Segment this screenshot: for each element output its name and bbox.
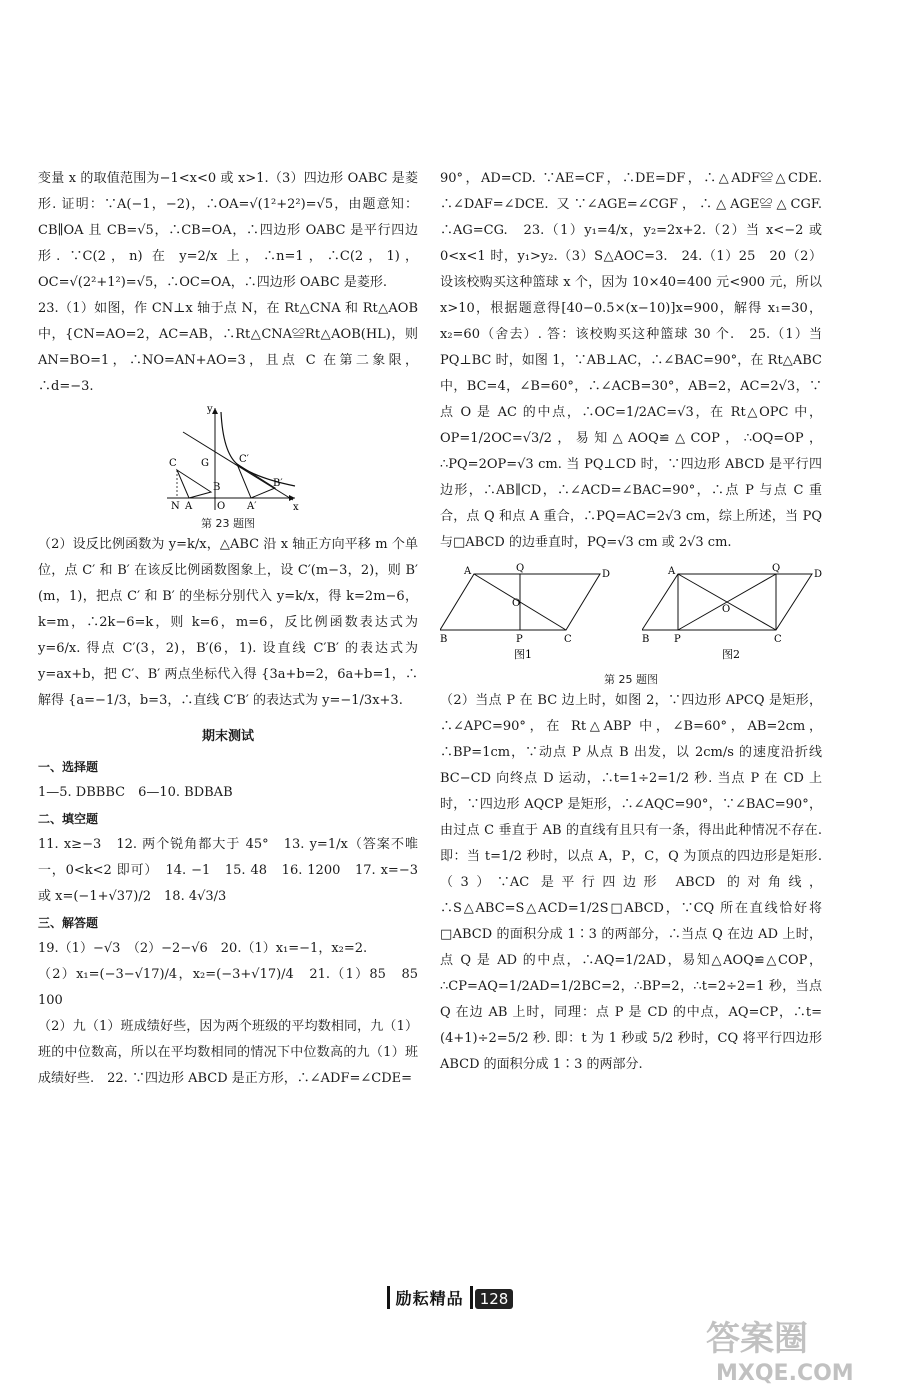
left-column	[38, 166, 432, 1092]
figure-25-2	[642, 562, 822, 672]
fig25-2-title: 图2	[722, 648, 740, 661]
section-fill-heading: 二、填空题	[38, 812, 99, 826]
right-paragraph-q25-part2: （2）当点 P 在 BC 边上时，如图 2，∵四边形 APCQ 是矩形，∴∠APC=90°，在 Rt△ABP 中，∠B=60°，AB=2cm，∴BP=1cm，∵动点 P 从点 B 出发，以 2cm/s 的速度沿折线 BC−CD 向终点 D 运动，∴t=1÷2=1/2 秒. 当点 P 在 CD 上时，∵四边形 AQCP 是矩形，∴∠AQC=90°，∵∠BAC=90°，由过点 C 垂直于 AB 的直线有且只有一条，得出此种情况不存在. 即：当 t=1/2 秒时，以点 A，P，C，Q 为顶点的四边形是矩形.（3）∵AC 是平行四边形 ABCD 的对角线，∴S△ABC=S△ACD=1/2S□ABCD，∵CQ 所在直线恰好将□ABCD 的面积分成 1∶3 的两部分，∴当点 Q 在边 AD 上时，点 Q 是 AD 的中点，∴AQ=1/2AD，易知△AOQ≌△COP，∴CP=AQ=1/2AD=1/2BC=2，∴BP=2，∴t=2÷2=1 秒，当点 Q 在边 AB 上时，同理：点 P 是 CD 的中点，AQ=CP，∴t=(4+1)÷2=5/2 秒. 即：t 为 1 秒或 5/2 秒时，CQ 将平行四边形 ABCD 的面积分成 1∶3 的两部分.	[440, 693, 822, 1072]
fig23-label-y: y	[207, 404, 213, 415]
fig25-1-label-B: B	[440, 634, 448, 645]
fig25-1-label-C: C	[564, 634, 572, 645]
left-paragraph-q23: 23.（1）如图，作 CN⊥x 轴于点 N，在 Rt△CNA 和 Rt△AOB 中，{CN=AO=2，AC=AB，∴Rt△CNA≌Rt△AOB(HL)，则 AN=BO=1，∴NO=AN+AO=3，且点 C 在第二象限，∴d=−3.	[38, 301, 418, 394]
fig23-label-C: C	[169, 458, 177, 469]
figure-25	[440, 562, 822, 672]
answer-q21-q22: （2）九（1）班成绩好些，因为两个班级的平均数相同，九（1）班的中位数高，所以在平均数相同的情况下中位数高的九（1）班成绩好些. 22. ∵四边形 ABCD 是正方形，∴∠ADF=∠CDE=	[38, 1019, 418, 1086]
fig25-2-label-Q: Q	[772, 563, 781, 574]
fig25-2-label-B: B	[642, 634, 650, 645]
fig25-2-label-P: P	[674, 634, 681, 645]
fig25-1-label-D: D	[602, 569, 610, 580]
fig25-1-label-A: A	[464, 566, 472, 577]
fig23-label-B: B	[213, 482, 221, 493]
fig25-1-label-Q: Q	[516, 563, 525, 574]
fig25-2-label-D: D	[814, 569, 822, 580]
fig23-label-Cp: C′	[239, 454, 249, 465]
answer-q20-q21: （2）x₁=(−3−√17)/4，x₂=(−3+√17)/4 21.（1）85 85 100	[38, 967, 432, 1008]
figure-25-1-svg	[440, 562, 610, 662]
fig25-1-title: 图1	[514, 648, 532, 661]
fig23-label-G: G	[201, 458, 209, 469]
brand-label: 励耘精品	[387, 1286, 473, 1309]
page-footer	[0, 1286, 900, 1309]
page-number: 128	[475, 1289, 514, 1309]
section-choice-heading: 一、选择题	[38, 760, 99, 774]
right-column	[440, 166, 822, 1078]
fig23-label-O: O	[217, 501, 226, 512]
watermark-text-2: MXQE.COM	[716, 1361, 854, 1386]
figure-25-2-svg	[642, 562, 822, 662]
watermark-text-1: 答案圈	[706, 1319, 808, 1359]
section-solve-heading: 三、解答题	[38, 916, 99, 930]
fig25-1-label-O: O	[512, 598, 521, 609]
watermark-logo	[702, 1308, 878, 1386]
fig25-2-label-C: C	[774, 634, 782, 645]
fig23-label-A: A	[185, 501, 193, 512]
figure-25-caption: 第 25 题图	[604, 673, 658, 686]
right-paragraph-1: 90°，AD=CD. ∵AE=CF，∴DE=DF，∴△ADF≌△CDE. ∴∠DAF=∠DCE. 又∵∠AGE=∠CGF，∴△AGE≌△CGF. ∴AG=CG. 23.（1）y₁=4/x，y₂=2x+2.（2）当 x<−2 或 0<x<1 时，y₁>y₂.（3）S△AOC=3. 24.（1）25 20（2）设该校购买这种篮球 x 个，因为 10×40=400 元<900 元，所以 x>10，根据题意得[40−0.5×(x−10)]x=900，解得 x₁=30，x₂=60（舍去）. 答：该校购买这种篮球 30 个. 25.（1）当 PQ⊥BC 时，如图 1，∵AB⊥AC，∴∠BAC=90°，在 Rt△ABC 中，BC=4，∠B=60°，∴∠ACB=30°，AB=2，AC=2√3，∵点 O 是 AC 的中点，∴OC=1/2AC=√3，在 Rt△OPC 中，OP=1/2OC=√3/2，易知△AOQ≌△COP，∴OQ=OP，∴PQ=2OP=√3 cm. 当 PQ⊥CD 时，∵四边形 ABCD 是平行四边形，∴AB∥CD，∴∠ACD=∠BAC=90°，∴点 P 与点 C 重合，点 Q 和点 A 重合，∴PQ=AC=2√3 cm，综上所述，当 PQ 与□ABCD 的边垂直时，PQ=√3 cm 或 2√3 cm.	[440, 171, 822, 550]
figure-23	[153, 402, 303, 514]
left-paragraph-q23-part2: （2）设反比例函数为 y=k/x，△ABC 沿 x 轴正方向平移 m 个单位，点 C′ 和 B′ 在该反比例函数图象上，设 C′(m−3，2)，则 B′(m，1)，把点 C′ 和 B′ 的坐标分别代入 y=k/x，得 k=2m−6，k=m，∴2k−6=k，则 k=6，m=6，反比例函数表达式为 y=6/x. 得点 C′(3，2)，B′(6，1). 设直线 C′B′ 的表达式为 y=ax+b，把 C′、B′ 两点坐标代入得 {3a+b=2，6a+b=1，∴解得 {a=−1/3，b=3，∴直线 C′B′ 的表达式为 y=−1/3x+3.	[38, 537, 418, 708]
fig23-label-Ap: A′	[247, 501, 257, 512]
figure-25-1	[440, 562, 610, 672]
fig23-label-x: x	[293, 502, 299, 513]
fig25-2-label-O: O	[722, 604, 731, 615]
fig25-1-label-P: P	[516, 634, 523, 645]
fig23-label-N: N	[171, 501, 180, 512]
left-paragraph-1: 变量 x 的取值范围为−1<x<0 或 x>1.（3）四边形 OABC 是菱形. 证明：∵A(−1，−2)，∴OA=√(1²+2²)=√5，由题意知：CB∥OA 且 CB=√5，∴CB=OA，∴四边形 OABC 是平行四边形. ∵C(2，n) 在 y=2/x 上，∴n=1，∴C(2，1)，OC=√(2²+1²)=√5，∴OC=OA，∴四边形 OABC 是菱形.	[38, 171, 418, 290]
choice-answers: 1—5. DBBBC 6—10. BDBAB	[38, 785, 233, 800]
fig23-label-Bp: B′	[273, 478, 283, 489]
figure-23-caption: 第 23 题图	[201, 517, 255, 530]
answer-q19-q20: 19.（1）−√3 （2）−2−√6 20.（1）x₁=−1，x₂=2.	[38, 941, 368, 956]
fig25-2-label-A: A	[668, 566, 676, 577]
fill-answers: 11. x≥−3 12. 两个锐角都大于 45° 13. y=1/x（答案不唯一，0<k<2 即可） 14. −1 15. 48 16. 1200 17. x=−3 或 x=(−1+√37)/2 18. 4√3/3	[38, 837, 418, 904]
final-test-title: 期末测试	[201, 729, 254, 744]
